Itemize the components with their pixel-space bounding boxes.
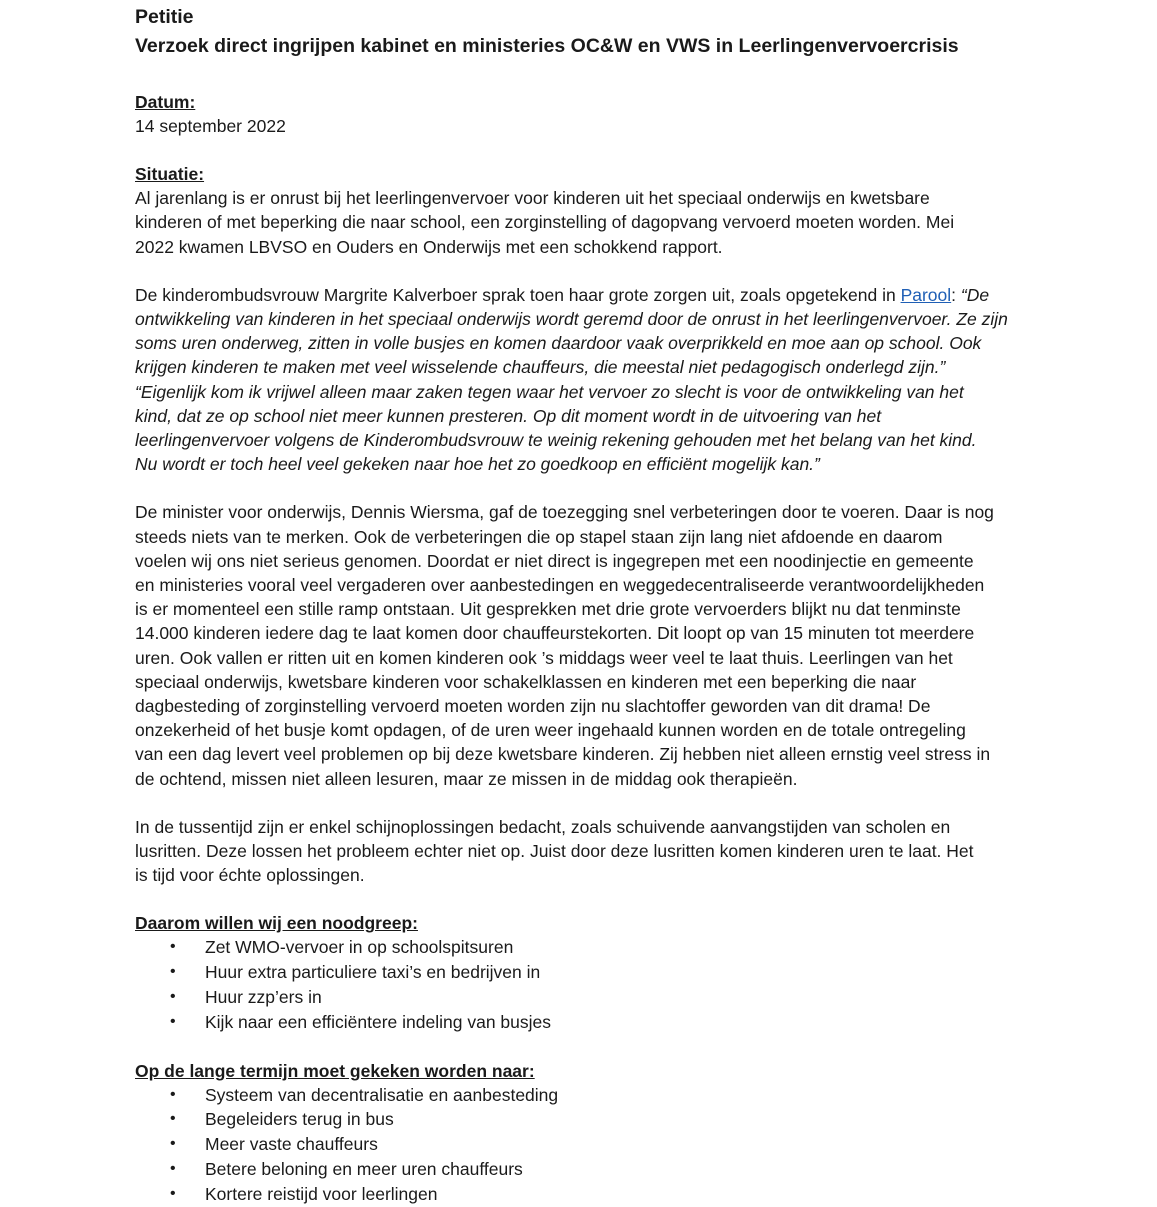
datum-heading: Datum: [135, 92, 196, 112]
bullet-icon: • [170, 1184, 176, 1202]
datum-value: 14 september 2022 [135, 116, 286, 136]
list-item: • Huur extra particuliere taxi’s en bedrijven in [135, 960, 1035, 985]
list-item: • Kijk naar een efficiëntere indeling van busjes [135, 1010, 1035, 1035]
list-item: • Systeem van decentralisatie en aanbesteding [135, 1083, 1035, 1108]
list-item: • Betere beloning en meer uren chauffeurs [135, 1157, 1035, 1182]
list-item: • Zet WMO-vervoer in op schoolspitsuren [135, 935, 1035, 960]
situatie-paragraph-1: Al jarenlang is er onrust bij het leerlingenvervoer voor kinderen uit het speciaal onderwijs en kwetsbare kinderen of met beperking die naar school, een zorginstelling of dagopvang vervoerd moeten worden. Mei 2022 kwamen LBVSO en Ouders en Onderwijs met een schokkend rapport. [135, 188, 955, 257]
list-item: • Begeleiders terug in bus [135, 1107, 1035, 1132]
document-page [135, 3, 1035, 1207]
bullet-icon: • [170, 1135, 176, 1153]
bullet-icon: • [170, 988, 176, 1006]
document-title-petitie: Petitie [135, 6, 194, 28]
noodgreep-heading: Daarom willen wij een noodgreep: [135, 913, 418, 934]
lange-termijn-heading: Op de lange termijn moet gekeken worden naar: [135, 1060, 535, 1081]
noodgreep-list [135, 935, 1035, 1034]
bullet-icon: • [170, 1085, 176, 1103]
situatie-paragraph-3: De minister voor onderwijs, Dennis Wiersma, gaf de toezegging snel verbeteringen door te voeren. Daar is nog steeds niets van te merken. Ook de verbeteringen die op stapel staan zijn lang niet afdoende en daarom voelen wij ons niet serieus genomen. Doordat er niet direct is ingegrepen met een noodinjectie en gemeente en ministeries vooral veel vergaderen over aanbestedingen en weggedecentraliseerde verantwoordelijkheden is er momenteel een stille ramp ontstaan. Uit gesprekken met drie grote vervoerders blijkt nu dat tenminste 14.000 kinderen iedere dag te laat komen door chauffeurstekorten. Dit loopt op van 15 minuten tot meerdere uren. Ook vallen er ritten uit en komen kinderen ook ’s middags weer veel te laat thuis. Leerlingen van het speciaal onderwijs, kwetsbare kinderen voor schakelklassen en kinderen met een beperking die naar dagbesteding of zorginstelling vervoerd moeten worden zijn nu slachtoffer geworden van dit drama! De onzekerheid of het busje komt opdagen, of de uren weer ingehaald kunnen worden en de totale ontregeling van een dag levert veel problemen op bij deze kwetsbare kinderen. Zij hebben niet alleen ernstig veel stress in de ochtend, missen niet alleen lesuren, maar ze missen in de middag ook therapieën. [135, 502, 994, 789]
situatie-heading: Situatie: [135, 164, 205, 185]
parool-link[interactable]: Parool [900, 284, 952, 305]
list-item: • Kortere reistijd voor leerlingen [135, 1182, 1035, 1207]
bullet-icon: • [170, 938, 176, 956]
paragraph-2-intro: De kinderombudsvrouw Margrite Kalverboer sprak toen haar grote zorgen uit, zoals opgetekend in [135, 284, 901, 305]
paragraph-2-colon: : [951, 284, 961, 305]
bullet-icon: • [170, 1012, 176, 1030]
document-title: Verzoek direct ingrijpen kabinet en ministeries OC&W en VWS in Leerlingenvervoercrisis [135, 35, 959, 57]
situatie-paragraph-2 [135, 283, 1035, 477]
situatie-paragraph-4: In de tussentijd zijn er enkel schijnoplossingen bedacht, zoals schuivende aanvangstijden van scholen en lusritten. Deze lossen het probleem echter niet op. Juist door deze lusritten komen kinderen uren te laat. Het is tijd voor échte oplossingen. [135, 816, 974, 886]
ombudsvrouw-quote: “De ontwikkeling van kinderen in het speciaal onderwijs wordt geremd door de onrust in het leerlingenvervoer. Ze zijn soms uren onderweg, zitten in volle busjes en komen daardoor vaak overprikkeld en moe aan op school. Ook krijgen kinderen te maken met veel wisselende chauffeurs, die meestal niet pedagogisch onderlegd zijn.” “Eigenlijk kom ik vrijwel alleen maar zaken tegen waar het vervoer zo slecht is voor de ontwikkeling van het kind, dat ze op school niet meer kunnen presteren. Op dit moment wordt in de uitvoering van het leerlingenvervoer volgens de Kinderombudsvrouw te weinig rekening gehouden met het belang van het kind. Nu wordt er toch heel veel gekeken naar hoe het zo goedkoop en efficiënt mogelijk kan.” [135, 284, 1008, 475]
bullet-icon: • [170, 1110, 176, 1128]
list-item: • Meer vaste chauffeurs [135, 1132, 1035, 1157]
list-item: • Huur zzp’ers in [135, 985, 1035, 1010]
lange-termijn-list [135, 1083, 1035, 1207]
bullet-icon: • [170, 963, 176, 981]
bullet-icon: • [170, 1160, 176, 1178]
